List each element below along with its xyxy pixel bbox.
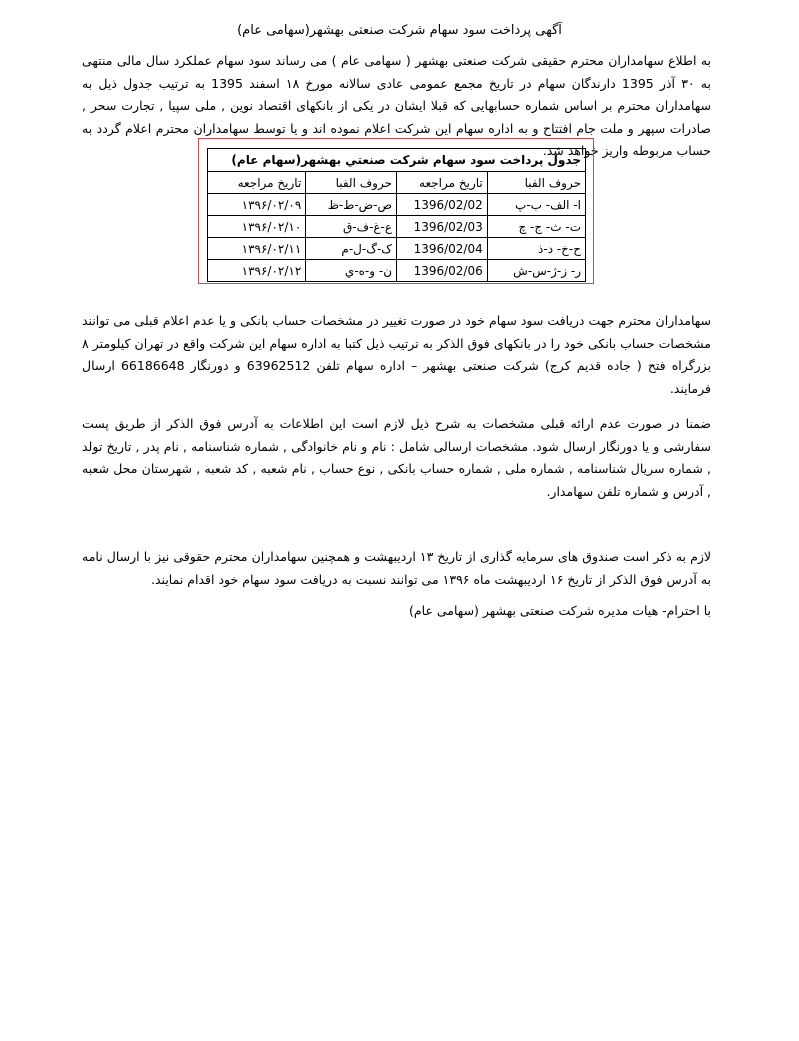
table-header-row bbox=[208, 172, 586, 194]
signature-line: با احترام- هیات مدیره شرکت صنعتی بهشهر (سهامی عام) bbox=[409, 603, 711, 618]
page-title: آگهی پرداخت سود سهام شرکت صنعتی بهشهر(سهامی عام) bbox=[237, 23, 562, 38]
table-cell: ع-غ-ف-ق bbox=[306, 216, 397, 238]
table-row bbox=[208, 194, 586, 216]
table-cell: ک-گ-ل-م bbox=[306, 238, 397, 260]
table-cell: ا- الف- ب-پ bbox=[487, 194, 585, 216]
table-cell: 1396/02/03 bbox=[397, 216, 488, 238]
table-cell: ۱۳۹۶/۰۲/۱۲ bbox=[208, 260, 306, 282]
table-caption: جدول پرداخت سود سهام شرکت صنعتي بهشهر(سهام عام) bbox=[208, 149, 586, 172]
table-cell: ت- ث- ج- چ bbox=[487, 216, 585, 238]
column-header: حروف الفبا bbox=[487, 172, 585, 194]
intro-paragraph: به اطلاع سهامداران محترم حقیقی شرکت صنعتی بهشهر ( سهامی عام ) می رساند سود سهام عملکرد سال مالی منتهی به ۳۰ آذر 1395 دارندگان سهام در تاریخ مجمع عمومی عادی سالانه مورخ ۱۸ اسفند 1395 به ترتیب جدول ذیل به سهامداران محترم بر اساس شماره حسابهایی که قبلا ایشان در یکی از بانکهای اقتصاد نوین , ملی سپیا , تجارت سحر , صادرات سپهر و ملت جام افتتاح و به اداره سهام این شرکت اعلام نموده اند و یا توسط سهامداران محترم اعلام گردد به حساب مربوطه واریز خواهد شد. bbox=[82, 53, 711, 158]
funds-notice-paragraph: لازم به ذکر است صندوق های سرمایه گذاری از تاریخ ۱۳ اردیبهشت و همچنین سهامداران محترم حقوقی نیز با ارسال نامه به آدرس فوق الذکر از تاریخ ۱۶ اردیبهشت ماه ۱۳۹۶ می توانند نسبت به دریافت سود سهام خود اقدام نمایند. bbox=[82, 549, 712, 587]
table-cell: ر- ز-ژ-س-ش bbox=[487, 260, 585, 282]
table-cell: ۱۳۹۶/۰۲/۱۱ bbox=[208, 238, 306, 260]
dividend-table-frame bbox=[198, 138, 594, 284]
table-cell: 1396/02/06 bbox=[397, 260, 488, 282]
table-cell: ن- و-ه-ي bbox=[306, 260, 397, 282]
table-cell: 1396/02/04 bbox=[397, 238, 488, 260]
column-header: تاریخ مراجعه bbox=[397, 172, 488, 194]
table-cell: ۱۳۹۶/۰۲/۱۰ bbox=[208, 216, 306, 238]
table-cell: ح-خ- د-ذ bbox=[487, 238, 585, 260]
column-header: تاریخ مراجعه bbox=[208, 172, 306, 194]
table-row bbox=[208, 216, 586, 238]
table-row bbox=[208, 238, 586, 260]
table-cell: 1396/02/02 bbox=[397, 194, 488, 216]
table-cell: ص-ض-ط-ظ bbox=[306, 194, 397, 216]
table-cell: ۱۳۹۶/۰۲/۰۹ bbox=[208, 194, 306, 216]
column-header: حروف الفبا bbox=[306, 172, 397, 194]
bank-details-paragraph: سهامداران محترم جهت دریافت سود سهام خود در صورت تغییر در مشخصات حساب بانکی و یا عدم اعلام قبلی می توانند مشخصات حساب بانکی خود را در بانکهای فوق الذکر به ترتیب ذیل کتبا به اداره سهام این شرکت واقع در تهران کیلومتر ۸ بزرگراه فتح ( جاده قدیم کرج) شرکت صنعتی بهشهر – اداره سهام تلفن 63962512 و دورنگار 66186648 ارسال فرمایند. bbox=[82, 313, 712, 396]
required-info-paragraph: ضمنا در صورت عدم ارائه قبلی مشخصات به شرح ذیل لازم است این اطلاعات به آدرس فوق الذکر از طریق پست سفارشی و یا دورنگار ارسال شود. مشخصات ارسالی شامل : نام و نام خانوادگی , شماره شناسنامه , نام پدر , تاریخ تولد , شماره سریال شناسنامه , شماره ملی , شماره حساب بانکی , نوع حساب , نام شعبه , کد شعبه , شهرستان محل شعبه , آدرس و شماره تلفن سهامدار. bbox=[82, 416, 711, 499]
table-row bbox=[208, 260, 586, 282]
dividend-schedule-table bbox=[207, 148, 586, 282]
